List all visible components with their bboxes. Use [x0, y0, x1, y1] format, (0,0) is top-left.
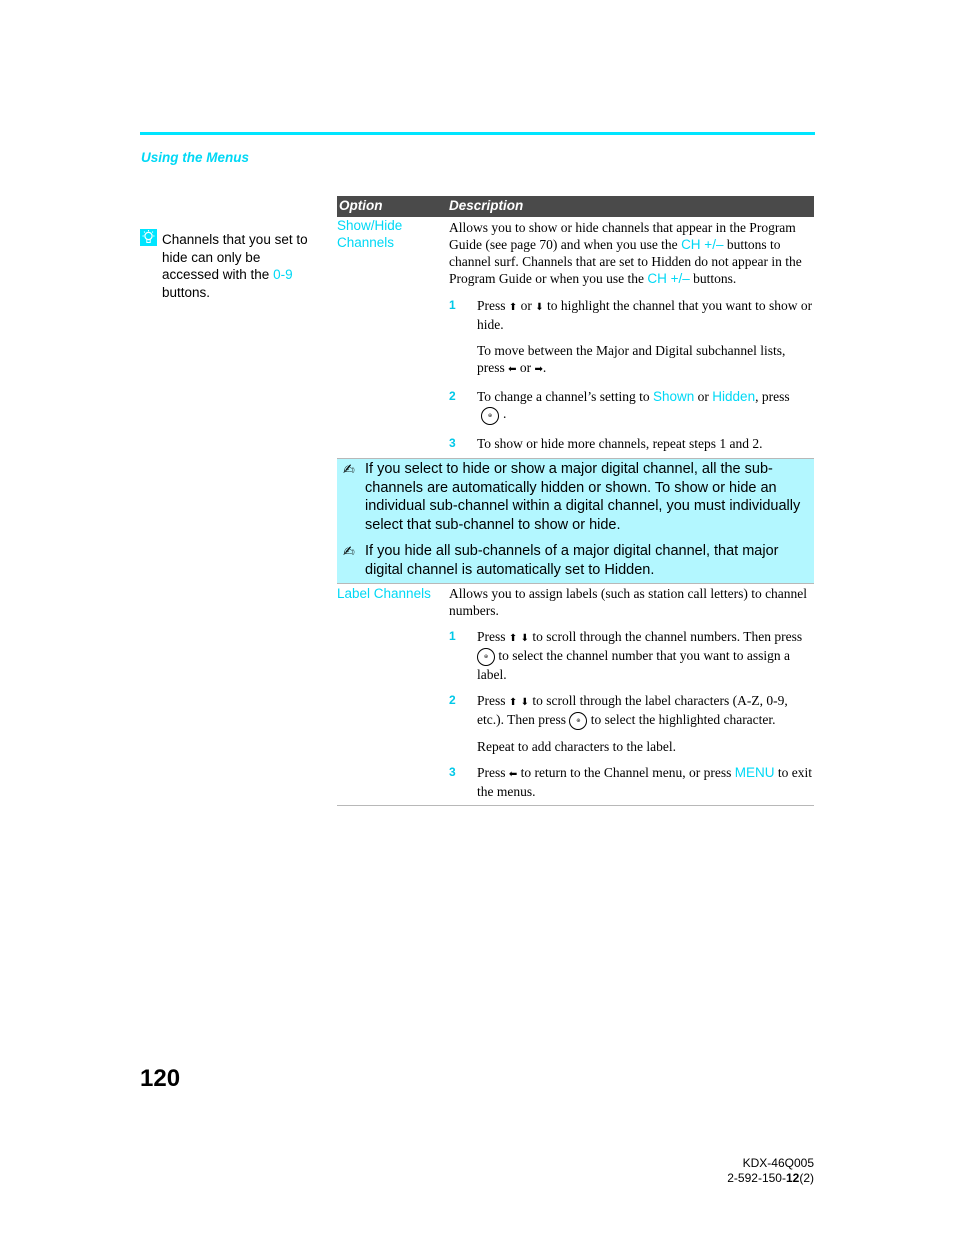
document-code: [727, 1171, 814, 1186]
step-1: [449, 297, 814, 378]
tip-text-after: buttons.: [162, 284, 211, 300]
intro-show-hide: [449, 219, 814, 287]
header-option: Option: [339, 198, 383, 213]
down-arrow-icon: ⬇: [535, 302, 544, 313]
step-text: to exit the menus.: [477, 764, 812, 799]
down-arrow-icon: ⬇: [520, 633, 530, 644]
up-arrow-icon: ⬆: [508, 696, 518, 708]
note-pencil-icon: ✍: [343, 461, 355, 477]
step-text: Press: [477, 764, 509, 780]
note-pencil-icon: ✍: [343, 543, 355, 559]
step-3: [449, 764, 814, 800]
step-text: or: [516, 360, 535, 375]
step-text: .: [542, 360, 547, 375]
note-box: [337, 458, 814, 584]
header-description: Description: [449, 198, 524, 213]
step-text: to scroll through the channel numbers. Then press: [529, 629, 803, 644]
footer-codes: [727, 1156, 814, 1186]
step-3: [449, 435, 814, 452]
ch-button-label: CH +/–: [647, 271, 690, 286]
select-button-icon: ⊕: [477, 648, 495, 666]
code-suffix: (2): [799, 1171, 814, 1185]
model-number: KDX-46Q005: [742, 1156, 814, 1170]
step-text: Press: [477, 298, 509, 313]
row-show-hide: [337, 217, 814, 584]
step-text: To move between the Major and Digital subchannel lists, press: [477, 343, 786, 375]
step-number: 3: [449, 764, 456, 779]
up-arrow-icon: ⬆: [508, 633, 518, 644]
intro-label-channels: Allows you to assign labels (such as station call letters) to channel numbers.: [449, 586, 808, 618]
tip-link-0-9: 0-9: [273, 267, 293, 282]
step-text: .: [503, 406, 507, 422]
right-arrow-icon: ➡: [534, 364, 543, 375]
left-arrow-icon: ⬅: [508, 768, 518, 780]
left-arrow-icon: ⬅: [508, 364, 517, 375]
menu-button-label: MENU: [734, 764, 775, 780]
row-label-channels: [337, 584, 814, 806]
step-2: [449, 692, 814, 755]
tip-sidebar: [140, 229, 310, 301]
step-text: To change a channel’s setting to: [477, 389, 654, 404]
lightbulb-tip-icon: [140, 229, 157, 246]
step-number: 2: [449, 389, 456, 403]
option-show-hide-channels: Show/Hide Channels: [337, 218, 403, 250]
header-rule: [140, 132, 815, 135]
step-text: to highlight the channel that you want to show or hide.: [477, 298, 813, 332]
step-text: to select the channel number that you want to assign a label.: [477, 648, 791, 682]
intro-text-b: buttons to channel surf. Channels that are set to Hidden do not appear in the Program Guide or when you use the: [449, 237, 802, 286]
page-number: 120: [140, 1065, 181, 1092]
step-text: to return to the Channel menu, or press: [517, 764, 735, 780]
code-prefix: 2-592-150-: [727, 1171, 786, 1185]
desc-label-channels: [449, 585, 814, 800]
step-text: Repeat to add characters to the label.: [477, 738, 677, 754]
step-text: to select the highlighted character.: [587, 711, 776, 727]
up-arrow-icon: ⬆: [508, 302, 518, 313]
note-text: If you select to hide or show a major digital channel, all the sub-channels are automatically hidden or shown. To show or hide an individual sub-channel within a digital channel, you must individually select that sub-channel to show or hide.: [365, 461, 801, 533]
step-text: To show or hide more channels, repeat steps 1 and 2.: [477, 436, 763, 451]
step-1: [449, 628, 814, 683]
note-item: [343, 542, 806, 579]
ch-button-label: CH +/–: [681, 237, 724, 252]
step-text: Press: [477, 692, 509, 708]
tip-text-before: Channels that you set to hide can only be accessed with the: [162, 232, 308, 282]
select-button-icon: ⊕: [569, 712, 587, 730]
note-text: If you hide all sub-channels of a major digital channel, that major digital channel is automatically set to Hidden.: [365, 543, 779, 578]
step-text: or: [517, 298, 536, 313]
section-title: Using the Menus: [141, 150, 250, 165]
shown-setting: Shown: [653, 389, 695, 404]
step-text: to scroll through the label characters (A-Z, 0-9, etc.). Then press: [477, 692, 788, 727]
step-number: 1: [449, 629, 456, 643]
intro-text-a: Allows you to show or hide channels that appear in the Program Guide (see page 70) and when you use the: [449, 220, 796, 252]
option-label-channels: Label Channels: [337, 586, 431, 601]
intro-text-c: buttons.: [689, 271, 737, 286]
down-arrow-icon: ⬇: [520, 696, 530, 708]
hidden-setting: Hidden: [712, 389, 756, 404]
code-bold: 12: [785, 1171, 800, 1185]
step-text: or: [694, 389, 713, 404]
desc-show-hide: [449, 219, 814, 452]
tip-text: [162, 231, 310, 301]
note-item: [343, 460, 806, 534]
step-number: 1: [449, 298, 456, 312]
select-button-icon: ⊕: [481, 407, 499, 425]
table-header: [337, 196, 814, 217]
step-text: Press: [477, 629, 509, 644]
options-table: [337, 196, 814, 806]
step-text: , press: [755, 389, 790, 404]
step-number: 2: [449, 692, 456, 707]
step-number: 3: [449, 436, 456, 450]
step-2: [449, 388, 814, 425]
